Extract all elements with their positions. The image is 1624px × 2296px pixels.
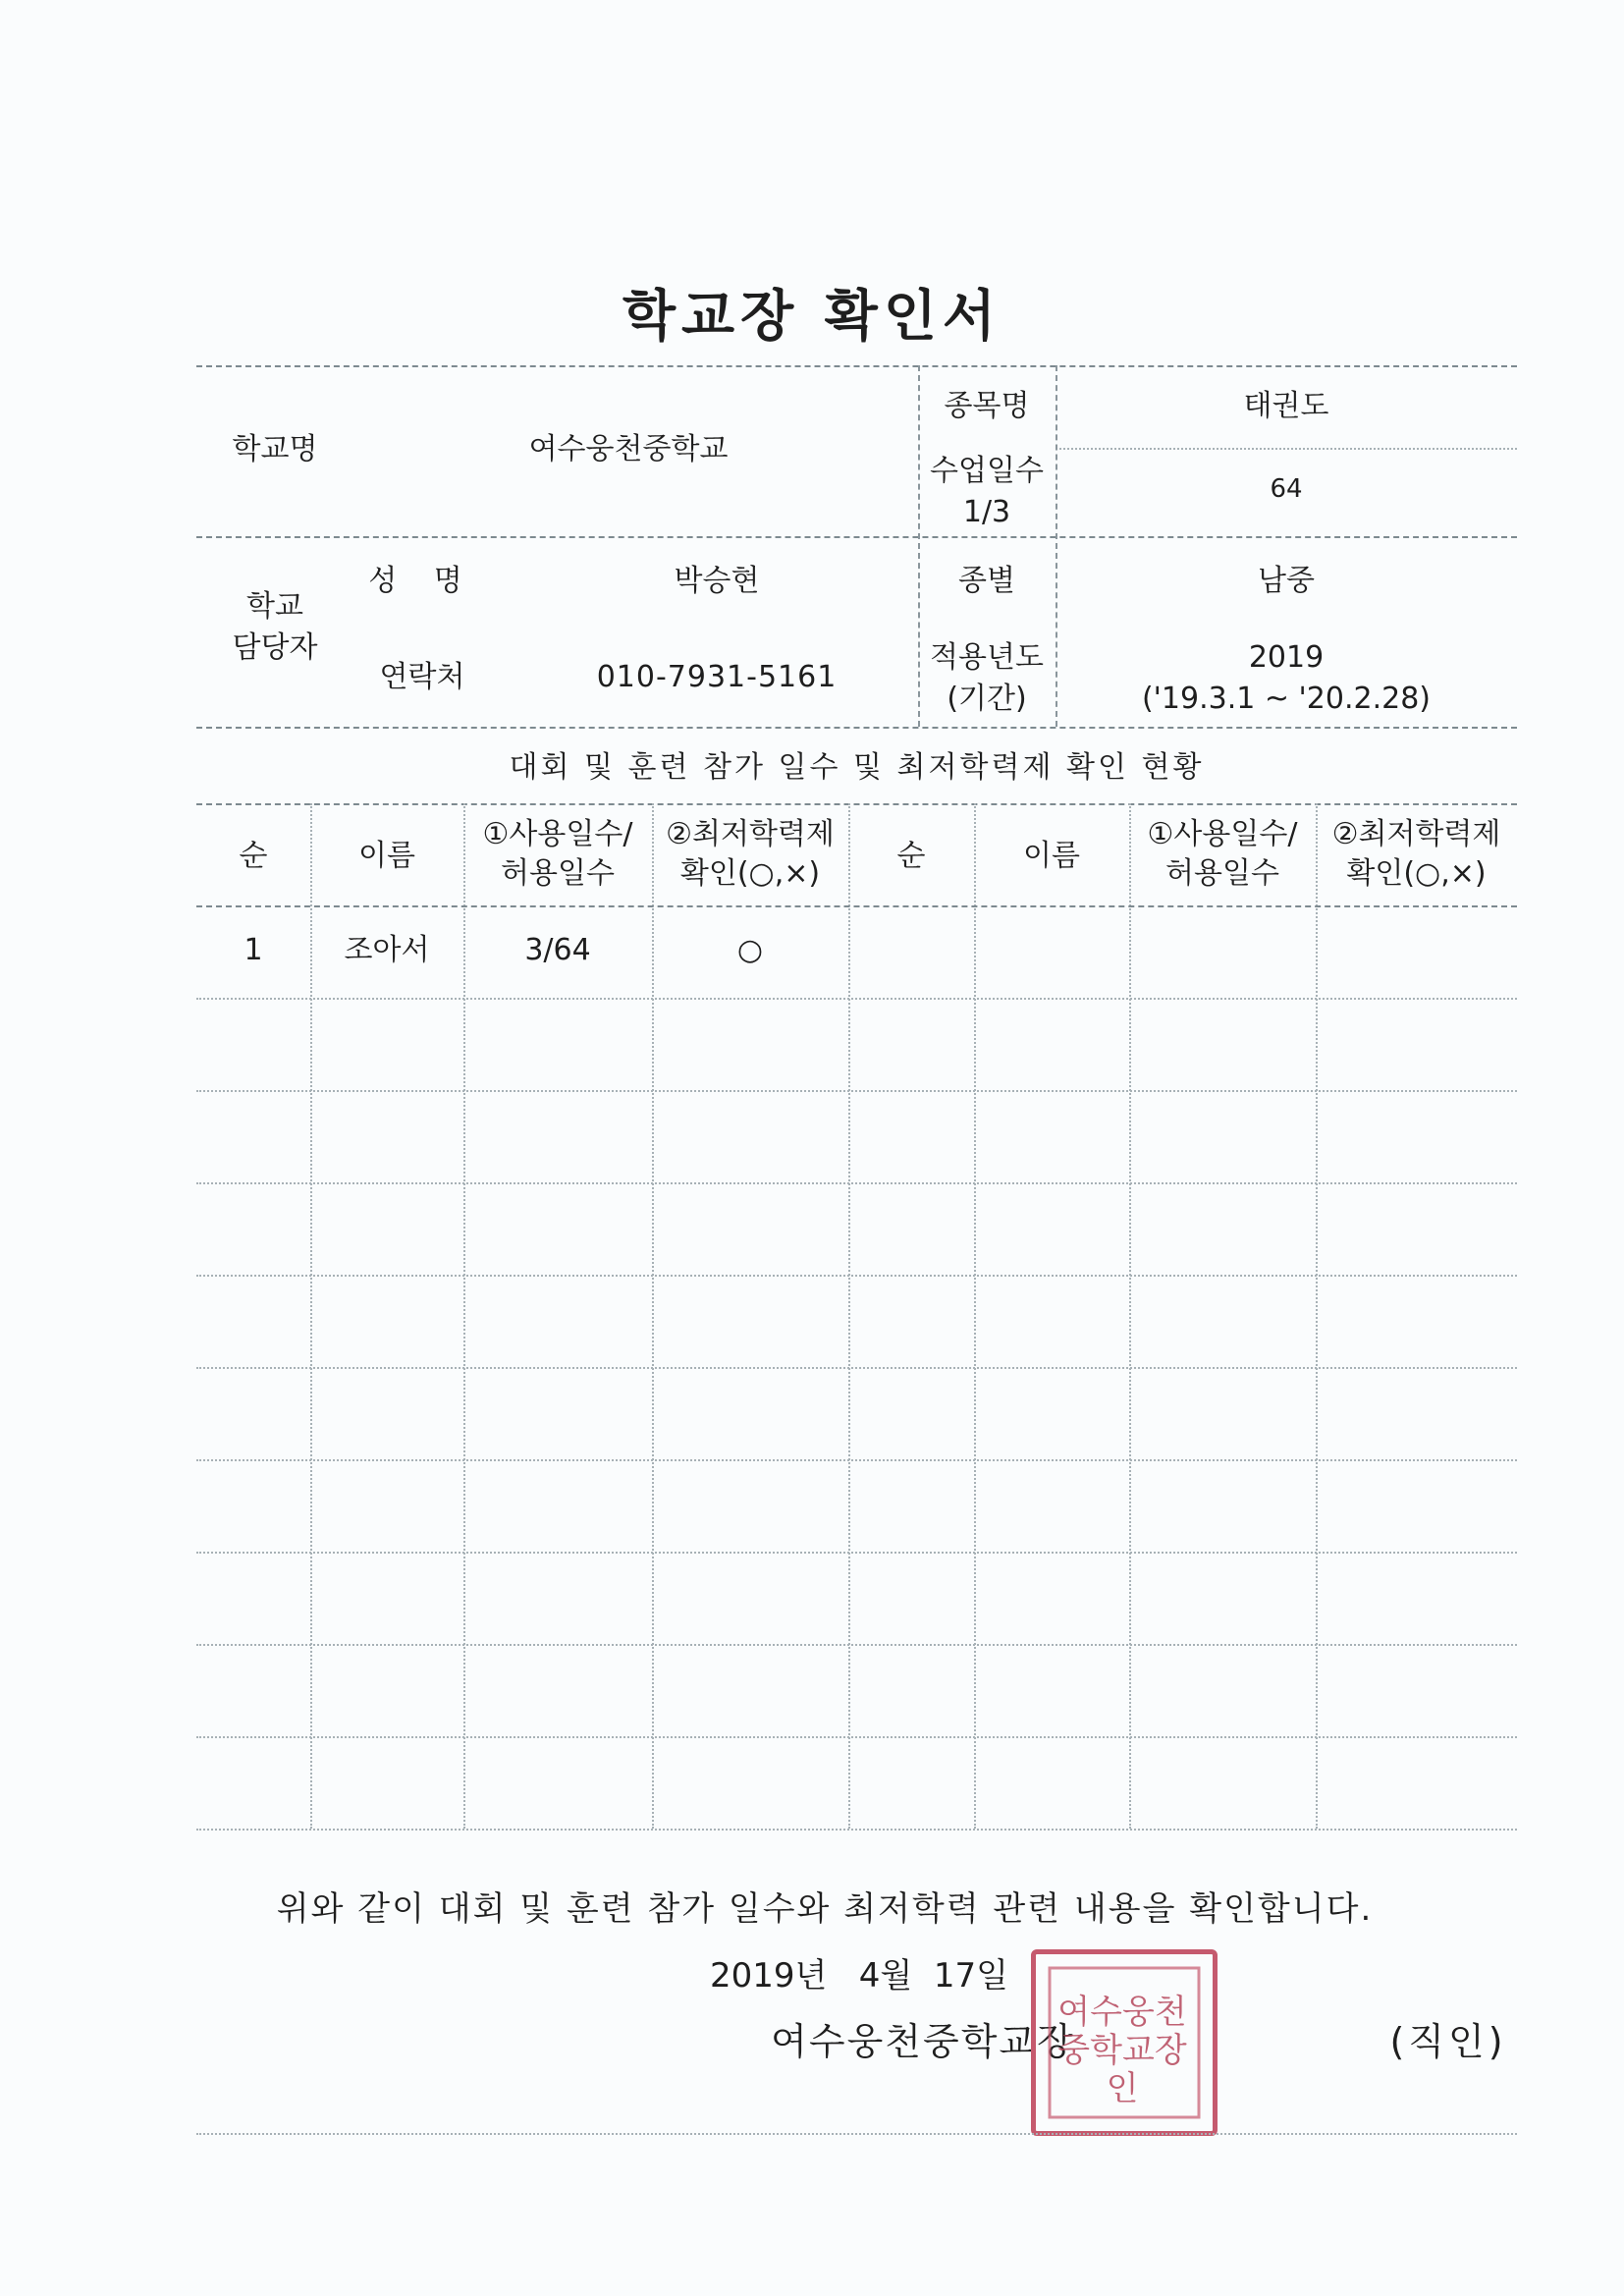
event-label: 종목명 bbox=[944, 389, 1030, 423]
category-value: 남중 bbox=[1258, 564, 1315, 598]
bottom-rule bbox=[196, 2133, 1517, 2135]
section-title: 대회 및 훈련 참가 일수 및 최저학력제 확인 현황 bbox=[509, 750, 1205, 785]
table-header-line2: 허용일수 bbox=[1165, 856, 1279, 891]
school-name-label: 학교명 bbox=[232, 432, 318, 466]
document-title: 학교장 확인서 bbox=[622, 285, 1002, 349]
contact-label: 연락처 bbox=[379, 660, 465, 694]
table-header-line2: 확인(○,×) bbox=[679, 856, 821, 891]
school-name-value: 여수웅천중학교 bbox=[528, 432, 729, 466]
table-cell: 조아서 bbox=[344, 933, 430, 967]
table-header-line2: 허용일수 bbox=[501, 856, 615, 891]
name-value: 박승현 bbox=[674, 564, 760, 598]
table-header: ①사용일수/ bbox=[1147, 817, 1298, 851]
event-value: 태권도 bbox=[1243, 389, 1329, 423]
staff-label: 학교 bbox=[246, 589, 303, 624]
class-days-label-fraction: 1/3 bbox=[962, 495, 1011, 529]
class-days-label: 수업일수 bbox=[930, 454, 1044, 488]
year-label: 적용년도 bbox=[930, 640, 1044, 675]
class-days-value: 64 bbox=[1270, 474, 1303, 504]
school-seal-stamp bbox=[1031, 1949, 1218, 2136]
table-cell: ○ bbox=[736, 933, 764, 967]
table-cell: 1 bbox=[244, 933, 263, 967]
confirmation-date: 2019년 4월 17일 bbox=[710, 1956, 1008, 1995]
table-header: ①사용일수/ bbox=[482, 817, 633, 851]
name-label: 성 명 bbox=[368, 564, 476, 598]
signer-name: 여수웅천중학교장 bbox=[771, 2020, 1075, 2063]
category-label: 종별 bbox=[958, 564, 1015, 598]
table-header: 이름 bbox=[1023, 839, 1080, 873]
staff-label-2: 담당자 bbox=[232, 630, 318, 665]
table-cell: 3/64 bbox=[524, 933, 591, 967]
table-header: 이름 bbox=[358, 839, 415, 873]
table-header-line2: 확인(○,×) bbox=[1346, 856, 1487, 891]
confirmation-statement: 위와 같이 대회 및 훈련 참가 일수와 최저학력 관련 내용을 확인합니다. bbox=[276, 1889, 1374, 1929]
table-header: ②최저학력제 bbox=[1331, 817, 1501, 851]
year-period-value: ('19.3.1 ~ '20.2.28) bbox=[1141, 682, 1432, 716]
seal-label: (직인) bbox=[1389, 2020, 1507, 2063]
stamp-text: 여수웅천중학교장인 bbox=[1057, 1993, 1187, 2109]
table-header: ②최저학력제 bbox=[666, 817, 835, 851]
year-value: 2019 bbox=[1248, 640, 1325, 675]
contact-value: 010-7931-5161 bbox=[596, 660, 838, 694]
table-header: 순 bbox=[896, 839, 926, 873]
year-label-period: (기간) bbox=[947, 682, 1027, 716]
table-header: 순 bbox=[239, 839, 268, 873]
